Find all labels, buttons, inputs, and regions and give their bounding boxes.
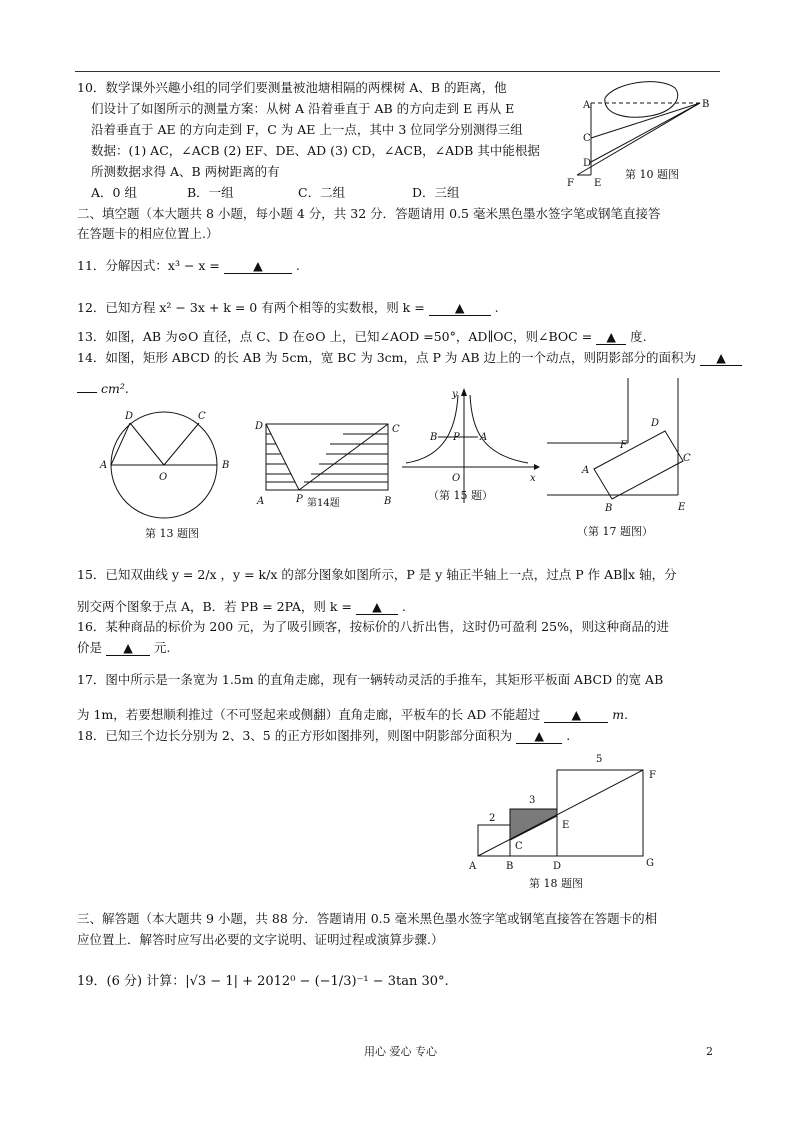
fig17-label-c: C bbox=[683, 453, 691, 464]
q16-line2 bbox=[77, 639, 170, 656]
section3-heading-line1: 三、解答题（本大题共 9 小题，共 88 分．答题请用 0.5 毫米黑色墨水签字笔或钢笔直接答在答题卡的相 bbox=[77, 911, 658, 926]
fig17-label-e: E bbox=[678, 502, 686, 513]
q12-text: 12．已知方程 x² − 3x + k = 0 有两个相等的实数根，则 k = bbox=[77, 300, 425, 315]
fig10-label-d: D bbox=[583, 158, 592, 169]
fig15-label-b: B bbox=[430, 432, 438, 443]
q16-end: 元. bbox=[153, 640, 171, 655]
q17-text: 为 1m，若要想顺利推过（不可竖起来或侧翻）直角走廊，平板车的长 AD 不能超过 bbox=[77, 707, 541, 722]
section2-heading-line1: 二、填空题（本大题共 8 小题，每小题 4 分，共 32 分．答题请用 0.5 毫米黑色墨水签字笔或钢笔直接答 bbox=[77, 206, 661, 221]
q18 bbox=[77, 727, 570, 744]
q15-text: 别交两个图象于点 A，B．若 PB = 2PA，则 k = bbox=[77, 599, 352, 614]
fig14-label-p: P bbox=[296, 494, 303, 505]
q10-line4: 数据：(1) AC，∠ACB (2) EF、DE、AD (3) CD，∠ACB，∠ADB 其中能根据 bbox=[91, 143, 540, 158]
page-number: 2 bbox=[706, 1045, 713, 1058]
fig18-label-three: 3 bbox=[529, 795, 536, 806]
fig18-label-g: G bbox=[646, 858, 654, 869]
fig18-caption: 第 18 题图 bbox=[529, 877, 583, 890]
fig17-label-d: D bbox=[651, 418, 660, 429]
q14-blank-tail bbox=[77, 392, 97, 393]
q17-line2 bbox=[77, 706, 628, 723]
q11-end: . bbox=[295, 258, 300, 273]
q10-line5: 所测数据求得 A、B 两树距离的有 bbox=[91, 164, 280, 179]
q11-blank: ▲ bbox=[224, 259, 292, 274]
fig14-label-b: B bbox=[384, 496, 392, 507]
figure-13 bbox=[100, 405, 240, 545]
figure-14 bbox=[252, 418, 407, 516]
fig14-label-c: C bbox=[392, 424, 400, 435]
fig13-label-b: B bbox=[222, 460, 230, 471]
fig17-caption: （第 17 题图） bbox=[577, 525, 653, 538]
fig18-label-b: B bbox=[506, 861, 514, 872]
fig10-label-b: B bbox=[702, 99, 710, 110]
q14-text: 14．如图，矩形 ABCD 的长 AB 为 5cm，宽 BC 为 3cm，点 P 为 AB 边上的一个动点，则阴影部分的面积为 bbox=[77, 350, 697, 365]
fig18-label-e: E bbox=[562, 820, 570, 831]
q18-text: 18．已知三个边长分别为 2、3、5 的正方形如图排列，则图中阴影部分面积为 bbox=[77, 728, 513, 743]
fig17-label-a: A bbox=[582, 465, 590, 476]
fig15-label-p: P bbox=[453, 432, 460, 443]
q15-line2 bbox=[77, 598, 406, 615]
q16-line1: 16．某种商品的标价为 200 元，为了吸引顾客，按标价的八折出售，这时仍可盈利 25%，则这种商品的进 bbox=[77, 619, 669, 634]
fig10-caption: 第 10 题图 bbox=[625, 168, 679, 181]
q10-choice-b: B．一组 bbox=[187, 185, 234, 200]
q12 bbox=[77, 299, 499, 316]
fig14-label-d: D bbox=[255, 421, 264, 432]
fig18-label-a: A bbox=[469, 861, 477, 872]
fig15-label-y: y bbox=[452, 389, 458, 400]
fig18-label-d: D bbox=[553, 861, 562, 872]
q12-end: . bbox=[494, 300, 499, 315]
fig18-label-two: 2 bbox=[489, 813, 496, 824]
q14-blank: ▲ bbox=[700, 351, 742, 366]
q17-blank: ▲ bbox=[544, 708, 608, 723]
fig13-caption: 第 13 题图 bbox=[145, 527, 199, 540]
fig13-label-d: D bbox=[125, 411, 134, 422]
header-rule bbox=[75, 71, 720, 72]
q13 bbox=[77, 328, 647, 345]
q10-choice-a: A．0 组 bbox=[91, 185, 137, 200]
q13-text: 13．如图，AB 为⊙O 直径，点 C、D 在⊙O 上，已知∠AOD =50°，AD∥OC，则∠BOC = bbox=[77, 329, 593, 344]
fig15-label-x: x bbox=[530, 473, 536, 484]
fig13-label-o: O bbox=[159, 472, 168, 483]
q13-blank: ▲ bbox=[596, 330, 626, 345]
figure-18 bbox=[465, 748, 675, 893]
q13-end: 度. bbox=[630, 329, 647, 344]
q12-blank: ▲ bbox=[429, 301, 491, 316]
footer-motto: 用心 爱心 专心 bbox=[364, 1045, 437, 1058]
q18-blank: ▲ bbox=[516, 729, 562, 744]
fig14-caption: 第14题 bbox=[307, 498, 340, 509]
fig13-label-c: C bbox=[198, 411, 206, 422]
q17-end: m. bbox=[612, 707, 629, 722]
fig10-label-a: A bbox=[583, 100, 591, 111]
fig14-label-a: A bbox=[257, 496, 265, 507]
fig10-label-f: F bbox=[567, 178, 574, 189]
q16-blank: ▲ bbox=[106, 641, 150, 656]
fig17-label-b: B bbox=[605, 503, 613, 514]
q15-line1: 15．已知双曲线 y = 2/x ，y = k/x 的部分图象如图所示，P 是 y 轴正半轴上一点，过点 P 作 AB∥x 轴，分 bbox=[77, 567, 677, 582]
q10-line2: 们设计了如图所示的测量方案：从树 A 沿着垂直于 AB 的方向走到 E 再从 E bbox=[91, 101, 515, 116]
figure-10 bbox=[565, 80, 715, 190]
fig15-label-o: O bbox=[452, 473, 461, 484]
fig15-label-a: A bbox=[480, 432, 488, 443]
q16-text: 价是 bbox=[77, 640, 103, 655]
fig10-label-e: E bbox=[594, 178, 602, 189]
q14-line2 bbox=[77, 380, 129, 397]
fig10-label-c: C bbox=[583, 133, 591, 144]
fig17-label-f: F bbox=[620, 440, 627, 451]
q10-choice-d: D．三组 bbox=[412, 185, 460, 200]
section2-heading-line2: 在答题卡的相应位置上.） bbox=[77, 226, 219, 241]
figure-15 bbox=[400, 385, 545, 505]
q15-blank: ▲ bbox=[356, 600, 398, 615]
q10-line1: 10．数学课外兴趣小组的同学们要测量被池塘相隔的两棵树 A、B 的距离，他 bbox=[77, 80, 507, 95]
q17-line1: 17．图中所示是一条宽为 1.5m 的直角走廊，现有一辆转动灵活的手推车，其矩形平板面 ABCD 的宽 AB bbox=[77, 672, 664, 687]
fig15-caption: （第 15 题） bbox=[428, 489, 493, 502]
q18-end: . bbox=[566, 728, 571, 743]
q11-text: 11．分解因式：x³ − x = bbox=[77, 258, 220, 273]
q19: 19．(6 分) 计算：|√3 − 1| + 2012⁰ − (−1/3)⁻¹ − 3tan 30°. bbox=[77, 974, 449, 989]
q10-line3: 沿着垂直于 AE 的方向走到 F，C 为 AE 上一点，其中 3 位同学分别测得三组 bbox=[91, 122, 523, 137]
figure-17 bbox=[545, 373, 720, 543]
fig18-label-c: C bbox=[515, 841, 523, 852]
fig18-label-f: F bbox=[649, 770, 656, 781]
fig13-label-a: A bbox=[100, 460, 108, 471]
section3-heading-line2: 应位置上．解答时应写出必要的文字说明、证明过程或演算步骤.） bbox=[77, 932, 444, 947]
q10-choice-c: C．二组 bbox=[298, 185, 346, 200]
q14-line1 bbox=[77, 349, 742, 366]
fig18-label-five: 5 bbox=[596, 754, 603, 765]
q14-unit: cm². bbox=[100, 381, 129, 396]
q15-end: . bbox=[401, 599, 406, 614]
q11 bbox=[77, 257, 300, 274]
